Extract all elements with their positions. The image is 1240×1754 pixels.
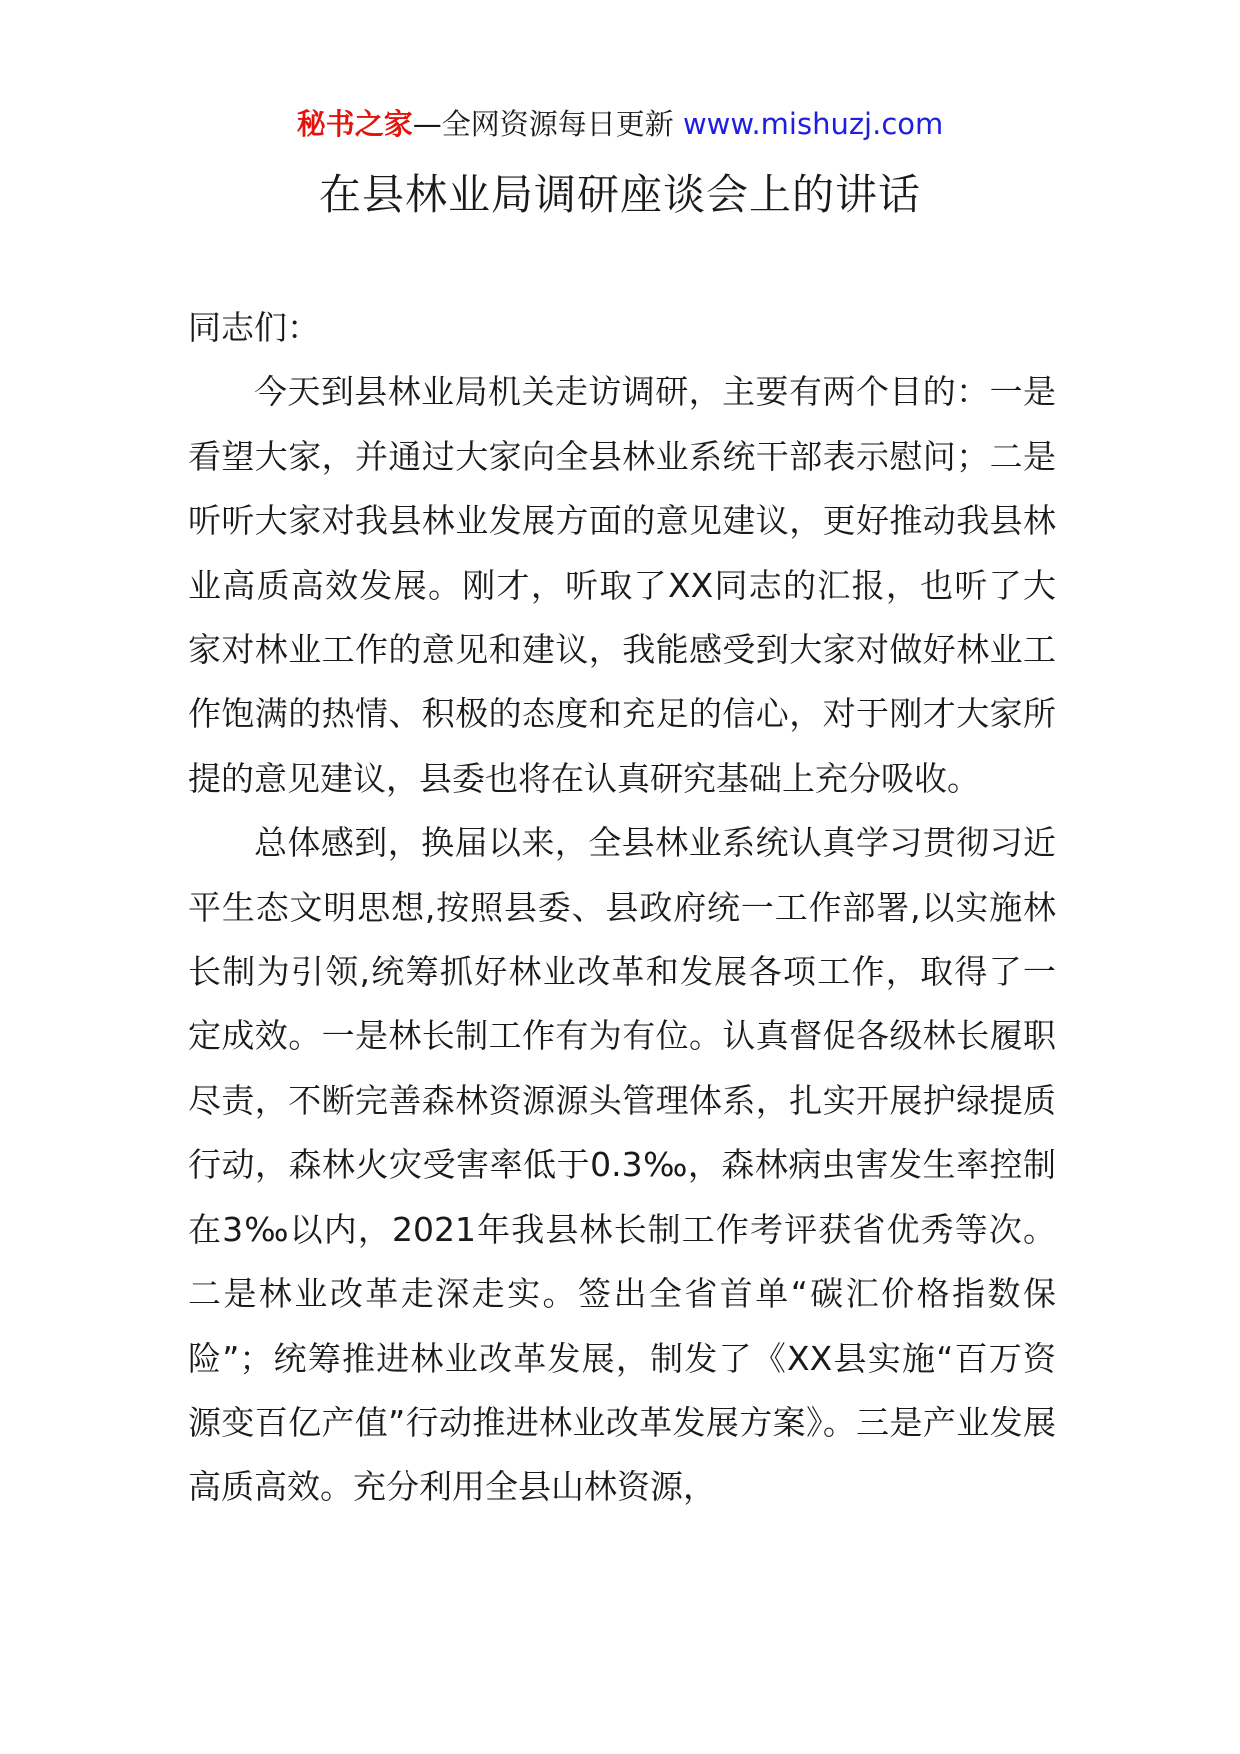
body-paragraph: 今天到县林业局机关走访调研，主要有两个目的：一是看望大家，并通过大家向全县林业系统干部表示慰问；二是听听大家对我县林业发展方面的意见建议，更好推动我县林业高质高效发展。刚才，听取了XX同志的汇报，也听了大家对林业工作的意见和建议，我能感受到大家对做好林业工作饱满的热情、积极的态度和充足的信心，对于刚才大家所提的意见建议，县委也将在认真研究基础上充分吸收。 (188, 372, 1056, 798)
salutation: 同志们： (188, 308, 320, 347)
site-url-link[interactable]: www.mishuzj.com (682, 107, 944, 141)
body-paragraph: 总体感到，换届以来，全县林业系统认真学习贯彻习近平生态文明思想,按照县委、县政府统一工作部署,以实施林长制为引领,统筹抓好林业改革和发展各项工作，取得了一定成效。一是林长制工作有为有位。认真督促各级林长履职尽责，不断完善森林资源源头管理体系，扎实开展护绿提质行动，森林火灾受害率低于0.3‰，森林病虫害发生率控制在3‰以内，2021年我县林长制工作考评获省优秀等次。二是林业改革走深走实。签出全省首单“碳汇价格指数保险”；统筹推进林业改革发展，制发了《XX县实施“百万资源变百亿产值”行动推进林业改革发展方案》。三是产业发展高质高效。充分利用全县山林资源， (188, 823, 1056, 1507)
document-body (188, 296, 1056, 1520)
brand-name: 秘书之家 (296, 107, 413, 141)
site-slogan: —全网资源每日更新 (412, 107, 683, 141)
document-title: 在县林业局调研座谈会上的讲话 (318, 170, 921, 219)
site-header (0, 104, 1240, 144)
